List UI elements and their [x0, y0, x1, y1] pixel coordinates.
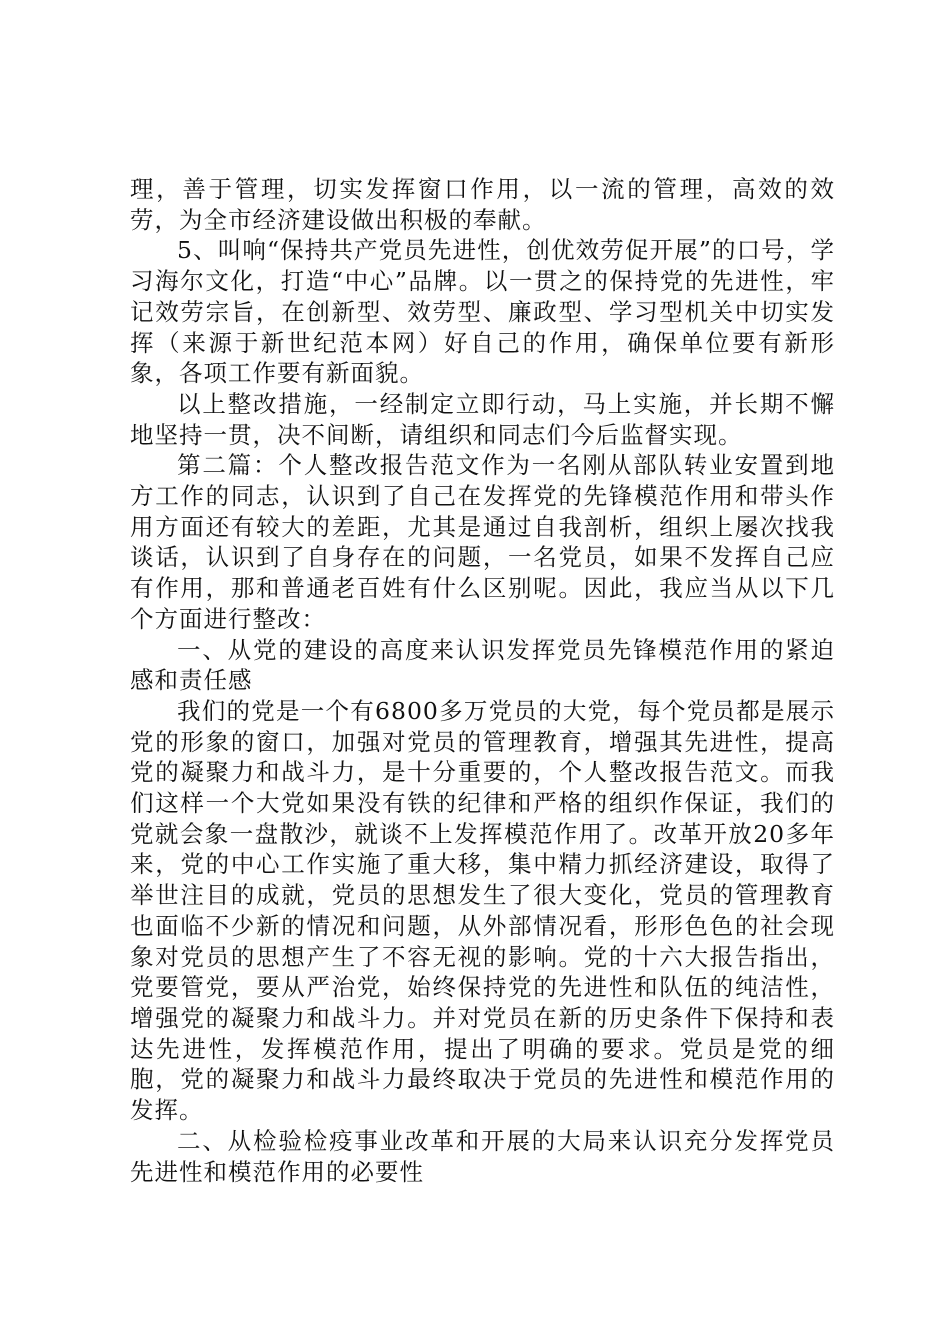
paragraph-part-two-intro: 第二篇：个人整改报告范文作为一名刚从部队转业安置到地方工作的同志，认识到了自己在发挥党的先锋模范作用和带头作用方面还有较大的差距，尤其是通过自我剖析，组织上屡次找我谈话，认识到了自身存在的问题，一名党员，如果不发挥自己应有作用，那和普通老百姓有什么区别呢。因此，我应当从以下几个方面进行整改： [130, 451, 835, 633]
paragraph-body: 我们的党是一个有6800多万党员的大党，每个党员都是展示党的形象的窗口，加强对党员的管理教育，增强其先进性，提高党的凝聚力和战斗力，是十分重要的，个人整改报告范文。而我们这样一个大党如果没有铁的纪律和严格的组织作保证，我们的党就会象一盘散沙，就谈不上发挥模范作用了。改革开放20多年来，党的中心工作实施了重大移，集中精力抓经济建设，取得了举世注目的成就，党员的思想发生了很大变化，党员的管理教育也面临不少新的情况和问题，从外部情况看，形形色色的社会现象对党员的思想产生了不容无视的影响。党的十六大报告指出，党要管党，要从严治党，始终保持党的先进性和队伍的纯洁性，增强党的凝聚力和战斗力。并对党员在新的历史条件下保持和表达先进性，发挥模范作用，提出了明确的要求。党员是党的细胞，党的凝聚力和战斗力最终取决于党员的先进性和模范作用的发挥。 [130, 696, 835, 1125]
paragraph-conclusion: 以上整改措施，一经制定立即行动，马上实施，并长期不懈地坚持一贯，决不间断，请组织和同志们今后监督实现。 [130, 389, 835, 449]
paragraph-continuation: 理，善于管理，切实发挥窗口作用，以一流的管理，高效的效劳，为全市经济建设做出积极的奉献。 [130, 175, 835, 234]
section-heading-two: 二、从检验检疫事业改革和开展的大局来认识充分发挥党员先进性和模范作用的必要性 [130, 1126, 835, 1186]
paragraph-item-5: 5、叫响“保持共产党员先进性，创优效劳促开展”的口号，学习海尔文化，打造“中心”品牌。以一贯之的保持党的先进性，牢记效劳宗旨，在创新型、效劳型、廉政型、学习型机关中切实发挥（来源于新世纪范本网）好自己的作用，确保单位要有新形象，各项工作要有新面貌。 [130, 236, 835, 388]
section-heading-one: 一、从党的建设的高度来认识发挥党员先锋模范作用的紧迫感和责任感 [130, 635, 835, 695]
document-body [130, 174, 835, 1187]
